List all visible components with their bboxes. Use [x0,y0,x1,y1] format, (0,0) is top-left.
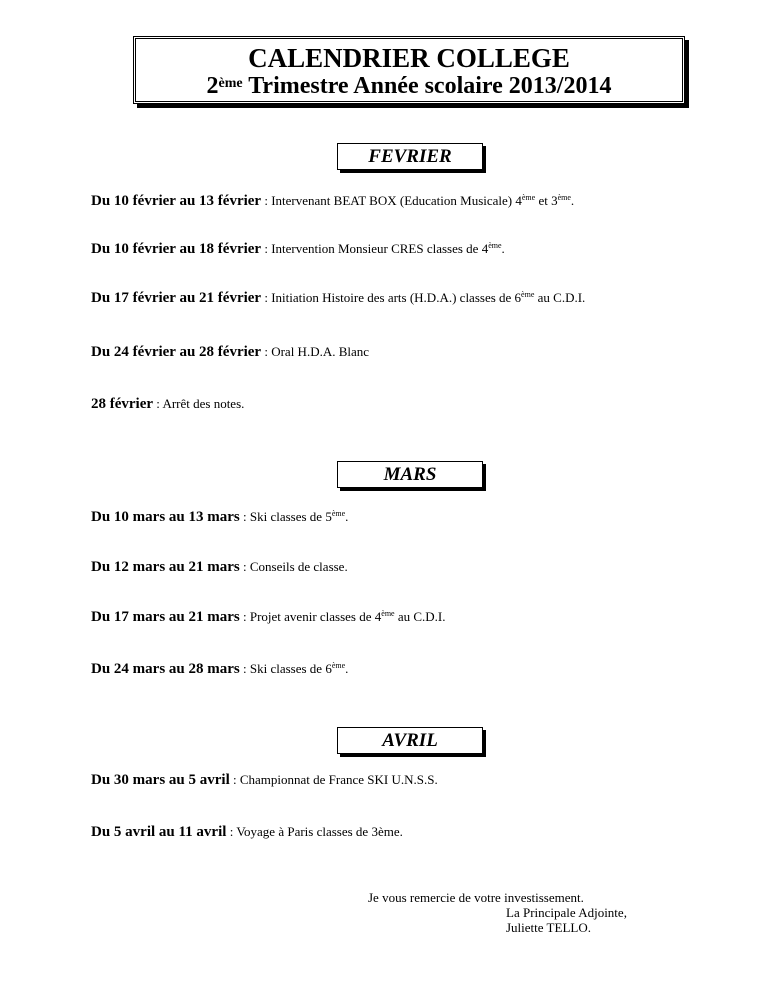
list-item [91,558,348,577]
entry-description: : Arrêt des notes. [153,396,245,411]
signature-name: Juliette TELLO. [506,920,591,935]
entry-description: : Intervention Monsieur CRES classes de 4 [261,241,489,256]
entry-date: Du 17 février au 21 février [91,290,262,306]
entry-description: : Ski classes de 6 [239,661,332,676]
list-item [91,608,446,627]
list-item [91,343,369,362]
entry-description: : Ski classes de 5 [239,509,332,524]
signature-thanks: Je vous remercie de votre investissement. [368,890,584,905]
entry-date: Du 24 février au 28 février [91,344,262,360]
signature-role: La Principale Adjointe, [506,905,627,920]
list-item [91,240,505,259]
entry-description-end: au C.D.I. [394,609,446,624]
entry-description-end: . [570,193,575,208]
entry-description-mid: et 3 [535,193,558,208]
entry-date: Du 12 mars au 21 mars [91,559,240,575]
entry-description: : Voyage à Paris classes de 3ème. [226,824,403,839]
entry-date: Du 24 mars au 28 mars [91,661,240,677]
entry-description: : Conseils de classe. [239,559,348,574]
list-item [91,823,403,842]
entry-description: : Oral H.D.A. Blanc [261,344,370,359]
subtitle-number: 2 [206,73,219,99]
entry-description: : Projet avenir classes de 4 [239,609,382,624]
section-heading-avril: AVRIL [337,727,483,754]
list-item [91,192,574,211]
signature-block [368,890,627,935]
entry-date: Du 10 mars au 13 mars [91,509,240,525]
entry-date: Du 10 février au 13 février [91,193,262,209]
entry-superscript: ème [381,609,395,618]
entry-superscript: ème [331,509,346,518]
entry-date: Du 5 avril au 11 avril [91,824,227,840]
entry-date: Du 10 février au 18 février [91,241,262,257]
document-subtitle [136,72,682,100]
entry-description-end: . [501,241,505,256]
list-item [91,660,348,679]
entry-date: Du 17 mars au 21 mars [91,609,240,625]
entry-description-end: . [345,509,349,524]
entry-description-end: au C.D.I. [534,290,586,305]
list-item [91,289,585,308]
document-title: CALENDRIER COLLEGE [248,43,570,73]
list-item [91,771,438,790]
subtitle-superscript: ème [218,76,243,91]
entry-description-end: . [345,661,349,676]
entry-date: 28 février [91,396,154,412]
section-heading-mars: MARS [337,461,483,488]
entry-superscript: ème [557,193,571,202]
list-item [91,508,348,527]
entry-superscript: ème [488,241,502,250]
title-box [133,36,685,104]
list-item [91,395,244,414]
entry-description: : Intervenant BEAT BOX (Education Musicale) 4 [261,193,522,208]
entry-description: : Initiation Histoire des arts (H.D.A.) classes de 6 [261,290,522,305]
entry-superscript: ème [331,661,346,670]
entry-date: Du 30 mars au 5 avril [91,772,230,788]
subtitle-text: Trimestre Année scolaire 2013/2014 [248,73,612,99]
entry-superscript: ème [521,193,536,202]
entry-description: : Championnat de France SKI U.N.S.S. [229,772,438,787]
section-heading-fevrier: FEVRIER [337,143,483,170]
entry-superscript: ème [521,290,535,299]
